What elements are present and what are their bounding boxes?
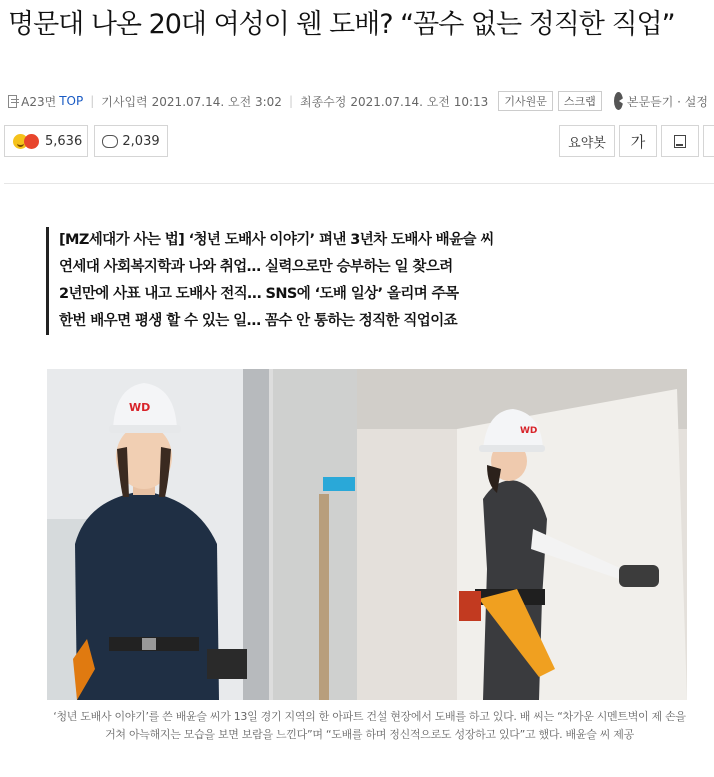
article-toolbar [4, 125, 714, 159]
font-size-button[interactable]: 가 [619, 125, 657, 157]
share-button[interactable] [703, 125, 714, 157]
article-subheadings [46, 227, 494, 335]
print-icon [674, 135, 686, 148]
reaction-count: 5,636 [45, 133, 83, 149]
reaction-button[interactable] [4, 125, 88, 157]
summary-bot-button[interactable]: 요약봇 [559, 125, 615, 157]
comment-bubble-icon [102, 135, 118, 148]
subheading-line: [MZ세대가 사는 법] ‘청년 도배사 이야기’ 펴낸 3년차 도배사 배윤슬 씨 [59, 232, 494, 248]
scrap-button[interactable]: 스크랩 [558, 91, 602, 111]
page-number: A23면 [21, 94, 57, 109]
meta-separator: | [90, 94, 95, 108]
photo-caption: ‘청년 도배사 이야기’를 쓴 배윤슬 씨가 13일 경기 지역의 한 아파트 건설 현장에서 도배를 하고 있다. 배 씨는 “차가운 시멘트벽이 제 손을 거쳐 아늑해지는 모습을 보면 보람을 느낀다”며 “도배를 하며 정신적으로도 성장하고 있다”고 했다. 배윤슬 씨 제공 [53, 710, 686, 741]
newspaper-icon [8, 95, 17, 108]
angry-emoji-icon [24, 134, 39, 149]
original-article-button[interactable]: 기사원문 [498, 91, 553, 111]
published-date: 2021.07.14. 오전 3:02 [151, 94, 282, 109]
print-button[interactable] [661, 125, 699, 157]
subheading-line: 한번 배우면 평생 할 수 있는 일… 꼼수 안 통하는 정직한 직업이죠 [59, 313, 458, 329]
article-meta [8, 90, 708, 112]
meta-separator: | [288, 94, 293, 108]
helmet-logo: WD [520, 426, 538, 436]
subheading-line: 2년만에 사표 내고 도배사 전직… SNS에 ‘도배 일상’ 올리며 주목 [59, 286, 459, 302]
header-divider [4, 183, 714, 184]
speaker-icon[interactable] [614, 92, 623, 110]
published-label: 기사입력 [101, 94, 148, 109]
comment-count: 2,039 [122, 133, 160, 149]
subheading-line: 연세대 사회복지학과 나와 취업… 실력으로만 승부하는 일 찾으려 [59, 259, 453, 275]
helmet-logo: WD [129, 401, 151, 414]
article-title: 명문대 나온 20대 여성이 웬 도배? “꼼수 없는 정직한 직업” [8, 9, 675, 40]
article-photo [47, 369, 687, 700]
comments-button[interactable] [94, 125, 168, 157]
updated-label: 최종수정 [300, 94, 347, 109]
listen-settings-button[interactable]: 본문듣기 · 설정 [627, 94, 708, 109]
updated-date: 2021.07.14. 오전 10:13 [350, 94, 489, 109]
section-link[interactable]: TOP [59, 94, 84, 108]
